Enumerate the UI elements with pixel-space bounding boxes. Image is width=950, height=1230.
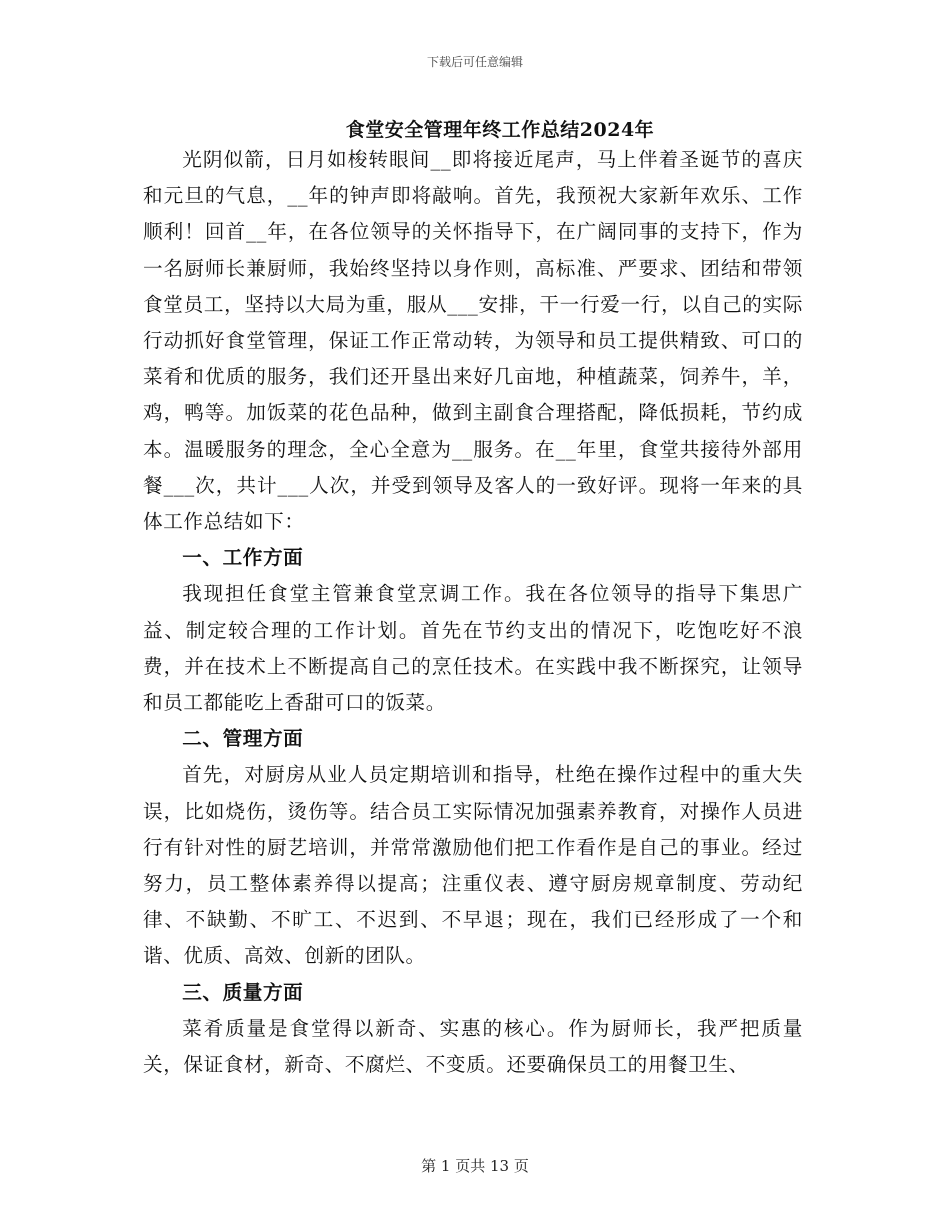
section-heading-management: 二、管理方面 [182, 727, 304, 751]
section-paragraph-quality: 菜肴质量是食堂得以新奇、实惠的核心。作为厨师长，我严把质量关，保证食材，新奇、不腐烂、不变质。还要确保员工的用餐卫生、 [143, 1016, 803, 1077]
intro-paragraph: 光阴似箭，日月如梭转眼间__即将接近尾声，马上伴着圣诞节的喜庆和元旦的气息，__年的钟声即将敲响。首先，我预祝大家新年欢乐、工作顺利！回首__年，在各位领导的关怀指导下，在广阔同事的支持下，作为一名厨师长兼厨师，我始终坚持以身作则，高标准、严要求、团结和带领食堂员工，坚持以大局为重，服从___安排，干一行爱一行，以自己的实际行动抓好食堂管理，保证工作正常动转，为领导和员工提供精致、可口的菜肴和优质的服务，我们还开垦出来好几亩地，种植蔬菜，饲养牛，羊，鸡，鸭等。加饭菜的花色品种，做到主副食合理搭配，降低损耗，节约成本。温暖服务的理念，全心全意为__服务。在__年里，食堂共接待外部用餐___次，共计___人次，并受到领导及客人的一致好评。现将一年来的具体工作总结如下： [143, 148, 803, 534]
section-paragraph-management: 首先，对厨房从业人员定期培训和指导，杜绝在操作过程中的重大失误，比如烧伤，烫伤等。结合员工实际情况加强素养教育，对操作人员进行有针对性的厨艺培训，并常常激励他们把工作看作是自己的事业。经过努力，员工整体素养得以提高；注重仪表、遵守厨房规章制度、劳动纪律、不缺勤、不旷工、不迟到、不早退；现在，我们已经形成了一个和谐、优质、高效、创新的团队。 [143, 763, 803, 968]
section-paragraph-work: 我现担任食堂主管兼食堂烹调工作。我在各位领导的指导下集思广益、制定较合理的工作计划。首先在节约支出的情况下，吃饱吃好不浪费，并在技术上不断提高自己的烹任技术。在实践中我不断探究，让领导和员工都能吃上香甜可口的饭菜。 [143, 582, 803, 715]
section-heading-work: 一、工作方面 [182, 546, 304, 570]
document-title: 食堂安全管理年终工作总结2024年 [345, 119, 655, 141]
document-body [143, 142, 803, 1083]
page-header-note: 下载后可任意编辑 [426, 55, 523, 69]
section-heading-quality: 三、质量方面 [182, 980, 304, 1004]
page-number-footer: 第 1 页共 13 页 [421, 1157, 529, 1175]
